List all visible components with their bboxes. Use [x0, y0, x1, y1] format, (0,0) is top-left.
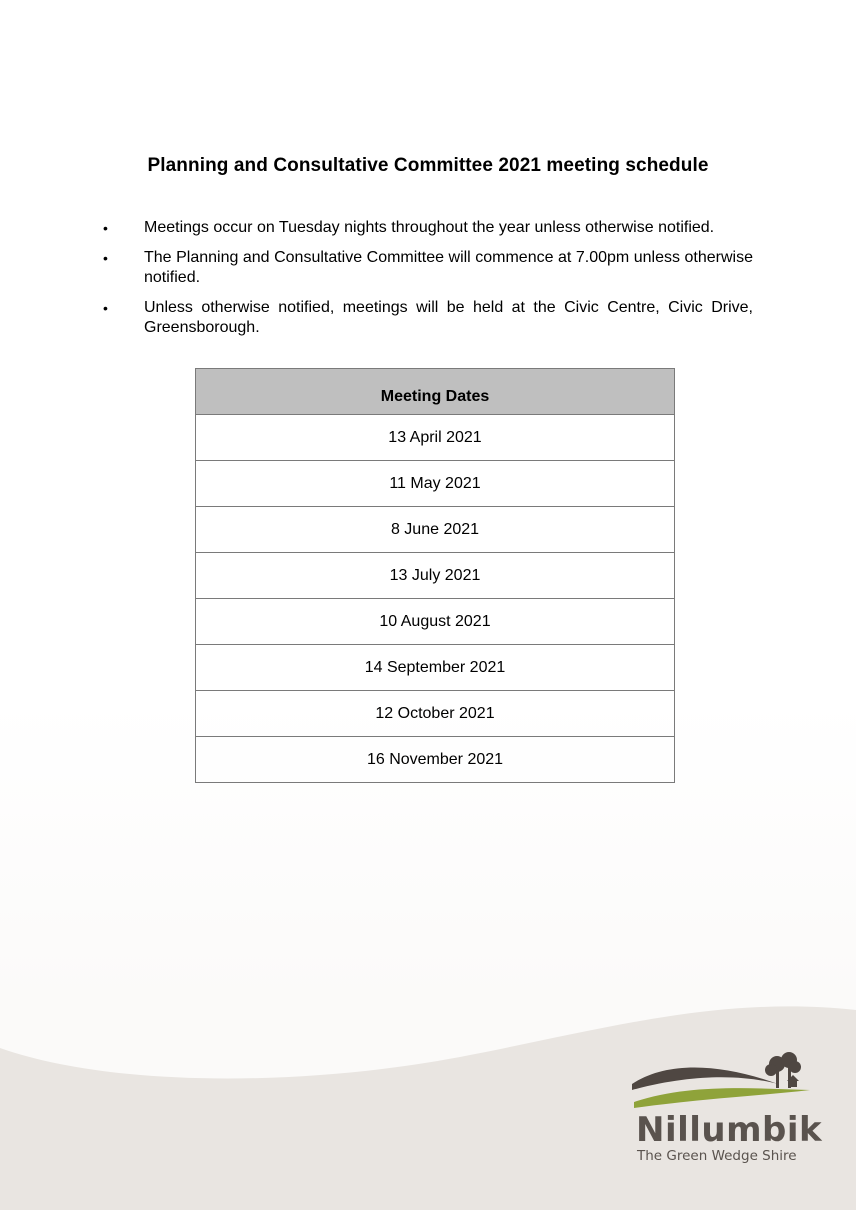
- bullet-dot: •: [103, 300, 108, 316]
- table-row: [196, 691, 675, 737]
- table-row: [196, 645, 675, 691]
- page-title: Planning and Consultative Committee 2021 meeting schedule: [147, 155, 709, 176]
- table-header-row: [196, 369, 675, 415]
- landscape-tree-icon: [628, 1050, 818, 1112]
- nillumbik-logo: [628, 1050, 823, 1170]
- bullet-dot: •: [103, 220, 108, 236]
- meeting-date-cell: 13 July 2021: [196, 553, 675, 599]
- table-row: [196, 553, 675, 599]
- meeting-dates-table: [195, 368, 675, 783]
- meeting-date-cell: 16 November 2021: [196, 737, 675, 783]
- meeting-date-cell: 12 October 2021: [196, 691, 675, 737]
- bullet-text: Meetings occur on Tuesday nights throughout the year unless otherwise notified.: [144, 219, 715, 236]
- table-row: [196, 737, 675, 783]
- table-row: [196, 461, 675, 507]
- meeting-date-cell: 10 August 2021: [196, 599, 675, 645]
- meeting-date-cell: 11 May 2021: [196, 461, 675, 507]
- table-row: [196, 599, 675, 645]
- bullet-text: Unless otherwise notified, meetings will be held at the Civic Centre, Civic Drive, Greensborough.: [144, 299, 753, 336]
- table-header-meeting-dates: Meeting Dates: [196, 369, 675, 415]
- bullet-text: The Planning and Consultative Committee will commence at 7.00pm unless otherwise notified.: [144, 249, 753, 286]
- bullet-item: [100, 248, 753, 288]
- logo-tagline: The Green Wedge Shire: [637, 1148, 797, 1164]
- meeting-date-cell: 8 June 2021: [196, 507, 675, 553]
- info-bullet-list: [100, 218, 753, 348]
- meeting-date-cell: 13 April 2021: [196, 415, 675, 461]
- bullet-dot: •: [103, 250, 108, 266]
- table-row: [196, 507, 675, 553]
- logo-wordmark: Nillumbik: [636, 1110, 823, 1150]
- table-row: [196, 415, 675, 461]
- bullet-item: [100, 298, 753, 338]
- bullet-item: [100, 218, 753, 238]
- meeting-date-cell: 14 September 2021: [196, 645, 675, 691]
